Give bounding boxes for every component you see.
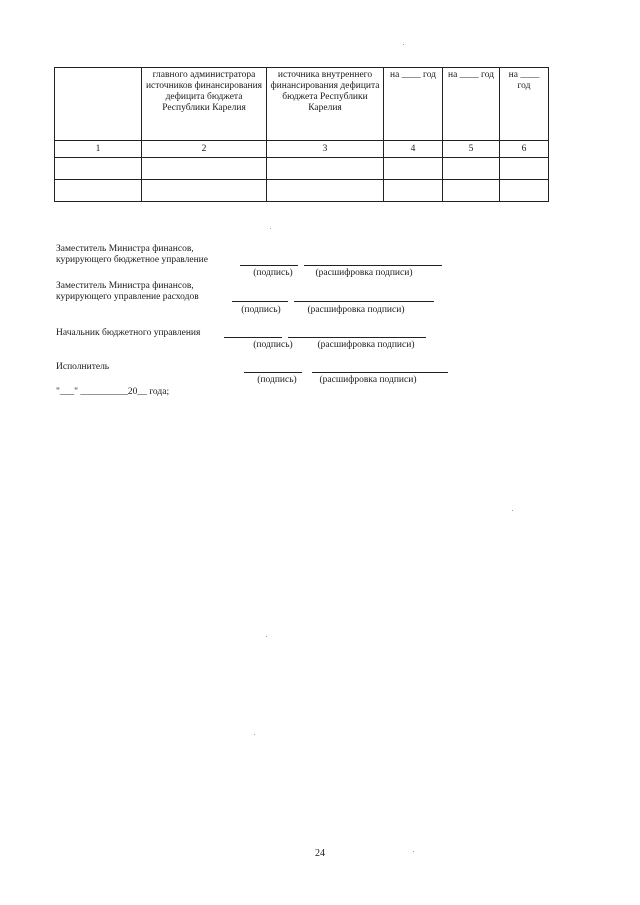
deputy-expenses-title-line2: курирующего управление расходов	[56, 292, 199, 302]
signature-line	[244, 372, 302, 373]
table-row	[55, 180, 549, 202]
table-header-row	[55, 68, 549, 141]
deputy-expenses-title-line1: Заместитель Министра финансов,	[56, 281, 194, 291]
table-cell	[384, 158, 443, 180]
scan-speck	[512, 510, 513, 511]
decode-line	[312, 372, 448, 373]
column-number: 2	[142, 141, 267, 158]
deputy-budget-title-line1: Заместитель Министра финансов,	[56, 244, 194, 254]
column-number: 6	[500, 141, 549, 158]
scan-speck	[403, 44, 404, 45]
signature-line	[232, 301, 288, 302]
table-header-cell: на ____ год	[443, 68, 500, 141]
decode-line	[294, 301, 434, 302]
table-header-cell: на ____ год	[500, 68, 549, 141]
table-cell	[500, 180, 549, 202]
page-number: 24	[315, 848, 325, 859]
executor-title: Исполнитель	[56, 362, 110, 372]
table-row	[55, 158, 549, 180]
signature-line	[240, 265, 298, 266]
signature-caption: (подпись)	[257, 375, 297, 385]
financing-table	[54, 67, 549, 202]
table-cell	[55, 180, 142, 202]
table-header-cell: источника внутреннего финансирования дефицита бюджета Республики Карелия	[267, 68, 384, 141]
column-number: 3	[267, 141, 384, 158]
decode-line	[304, 265, 442, 266]
table-cell	[443, 158, 500, 180]
column-number: 5	[443, 141, 500, 158]
signature-line	[224, 337, 282, 338]
date-line: "___" __________20__ года;	[56, 387, 170, 397]
column-number: 1	[55, 141, 142, 158]
decode-caption: (расшифровка подписи)	[317, 340, 415, 350]
decode-caption: (расшифровка подписи)	[307, 305, 405, 315]
deputy-budget-title-line2: курирующего бюджетное управление	[56, 255, 208, 265]
decode-caption: (расшифровка подписи)	[319, 375, 417, 385]
table-cell	[267, 180, 384, 202]
table-cell	[142, 180, 267, 202]
head-budget-title: Начальник бюджетного управления	[56, 328, 201, 338]
table-cell	[55, 158, 142, 180]
table-cell	[267, 158, 384, 180]
table-header-cell: главного администратора источников финансирования дефицита бюджета Республики Карелия	[142, 68, 267, 141]
table-header-cell: на ____ год	[384, 68, 443, 141]
table-cell	[142, 158, 267, 180]
scan-speck	[270, 228, 271, 229]
scan-speck	[266, 636, 267, 637]
table-cell	[443, 180, 500, 202]
signature-caption: (подпись)	[241, 305, 281, 315]
scan-speck	[254, 734, 255, 735]
table-cell	[384, 180, 443, 202]
scan-speck	[413, 851, 414, 852]
signature-caption: (подпись)	[253, 340, 293, 350]
column-number: 4	[384, 141, 443, 158]
decode-caption: (расшифровка подписи)	[315, 268, 413, 278]
table-number-row	[55, 141, 549, 158]
table-header-cell	[55, 68, 142, 141]
decode-line	[288, 337, 426, 338]
signature-caption: (подпись)	[253, 268, 293, 278]
table-cell	[500, 158, 549, 180]
